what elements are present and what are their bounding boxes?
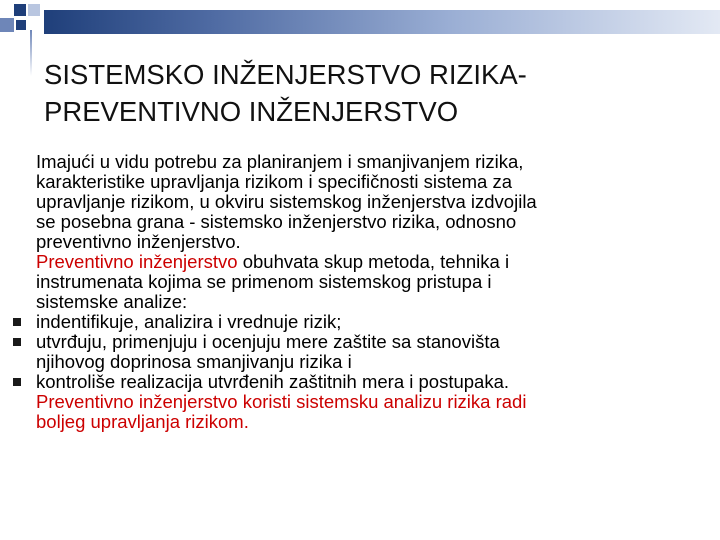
deco-square-mid xyxy=(0,18,14,32)
definition-line xyxy=(36,252,708,272)
intro-line: preventivno inženjerstvo. xyxy=(36,231,241,252)
definition-line: sistemske analize: xyxy=(36,291,188,312)
list-item xyxy=(36,332,708,352)
closing-line: boljeg upravljanja rizikom. xyxy=(36,411,249,432)
title-line-1: SISTEMSKO INŽENJERSTVO RIZIKA- xyxy=(44,59,527,90)
intro-line: Imajući u vidu potrebu za planiranjem i smanjivanjem rizika, xyxy=(36,151,524,172)
list-item xyxy=(36,312,708,332)
deco-square-dark-2 xyxy=(16,20,26,30)
list-item-text: kontroliše realizacija utvrđenih zaštitnih mera i postupaka. xyxy=(36,371,510,392)
definition-text: obuhvata skup metoda, tehnika i xyxy=(237,251,510,272)
closing-line: Preventivno inženjerstvo koristi sistemsku analizu rizika radi xyxy=(36,391,527,412)
list-item-text: utvrđuju, primenjuju i ocenjuju mere zaštite sa stanovišta xyxy=(36,331,500,352)
slide-body xyxy=(36,152,708,432)
header-gradient-bar xyxy=(44,10,720,34)
page-title xyxy=(44,56,704,130)
definition-line: instrumenata kojima se primenom sistemskog pristupa i xyxy=(36,271,492,292)
bullet-square-icon xyxy=(13,378,21,386)
list-item xyxy=(36,372,708,392)
vertical-accent-line xyxy=(30,30,32,76)
definition-term: Preventivno inženjerstvo xyxy=(36,251,238,272)
intro-line: karakteristike upravljanja rizikom i specifičnosti sistema za xyxy=(36,171,513,192)
deco-square-light xyxy=(28,4,40,16)
intro-line: upravljanje rizikom, u okviru sistemskog inženjerstva izdvojila xyxy=(36,191,537,212)
deco-square-dark xyxy=(14,4,26,16)
bullet-square-icon xyxy=(13,338,21,346)
list-item-continuation: njihovog doprinosa smanjivanju rizika i xyxy=(36,351,352,372)
title-line-2: PREVENTIVNO INŽENJERSTVO xyxy=(44,96,459,127)
bullet-square-icon xyxy=(13,318,21,326)
intro-line: se posebna grana - sistemsko inženjerstvo rizika, odnosno xyxy=(36,211,517,232)
list-item-text: indentifikuje, analizira i vrednuje rizik; xyxy=(36,311,342,332)
